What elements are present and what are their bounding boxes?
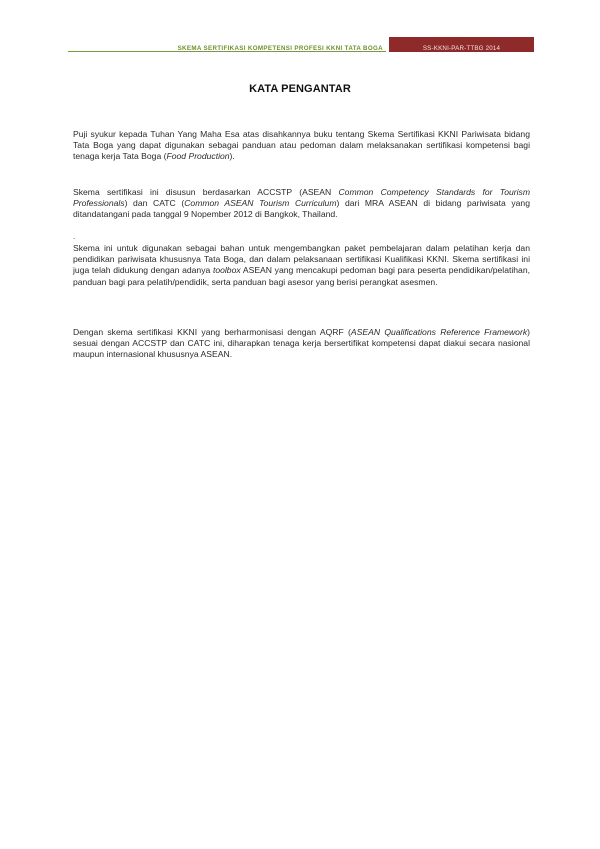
paragraph-1-text-1: Puji syukur kepada Tuhan Yang Maha Esa atas disahkannya buku tentang Skema Sertifikasi KKNI Pariwisata bidang Tata Boga yang dapat digunakan sebagai panduan atau pedoman dalam melaksanakan sertifikasi kompetensi bagi tenaga kerja Tata Boga (	[73, 129, 530, 162]
paragraph-3-text-2: ASEAN yang mencakupi pedoman bagi para peserta pendidikan/pelatihan, panduan bagi para pelatih/pendidik, serta panduan bagi asesor yang berisi perangkat asesmen.	[73, 265, 530, 287]
paragraph-1	[73, 129, 530, 163]
paragraph-3-text-1: Skema ini untuk digunakan sebagai bahan untuk mengembangkan paket pembelajaran dalam pelatihan kerja dan pendidikan pariwisata khususnya Tata Boga, dan dalam pelaksanaan sertifikasi Kualifikasi KKNI. Skema sertifikasi ini juga telah didukung dengan adanya	[73, 243, 530, 276]
paragraph-3	[73, 243, 530, 288]
paragraph-3-italic-1: toolbox	[212, 265, 241, 276]
header-scheme-bar	[68, 37, 386, 52]
paragraph-1-italic-1: Food Production	[166, 151, 230, 162]
paragraph-4-italic-1: ASEAN Qualifications Reference Framework	[350, 327, 528, 337]
page-header	[68, 37, 534, 53]
paragraph-2-italic-2: Common ASEAN Tourism Curriculum	[184, 198, 337, 209]
header-scheme-title: SKEMA SERTIFIKASI KOMPETENSI PROFESI KKNI TATA BOGA	[177, 45, 383, 52]
paragraph-2-text-3: ) dari MRA ASEAN di bidang pariwisata yang ditandatangani pada tanggal 9 Nopember 2012 di Bangkok, Thailand.	[73, 198, 530, 220]
paragraph-4-text-1: Dengan skema sertifikasi KKNI yang berharmonisasi dengan AQRF (	[73, 327, 351, 337]
paragraph-4	[73, 327, 530, 361]
paragraph-1-text-2: ).	[229, 151, 235, 162]
header-document-code: SS-KKNI-PAR-TTBG 2014	[422, 45, 501, 52]
paragraph-4-text-2: ) sesuai dengan ACCSTP dan CATC ini, diharapkan tenaga kerja bersertifikat kompetensi dapat diakui secara nasional maupun internasional khususnya ASEAN.	[73, 327, 530, 360]
paragraph-2	[73, 187, 530, 221]
paragraph-2-text-1: Skema sertifikasi ini disusun berdasarkan ACCSTP (ASEAN	[73, 187, 339, 197]
header-code-badge	[389, 37, 534, 52]
page-title: KATA PENGANTAR	[249, 83, 351, 95]
stray-mark: .	[73, 232, 76, 241]
paragraph-2-text-2: ) dan CATC (	[124, 198, 185, 209]
paragraph-2-italic-1: Common Competency Standards for Tourism Professionals	[73, 187, 530, 209]
